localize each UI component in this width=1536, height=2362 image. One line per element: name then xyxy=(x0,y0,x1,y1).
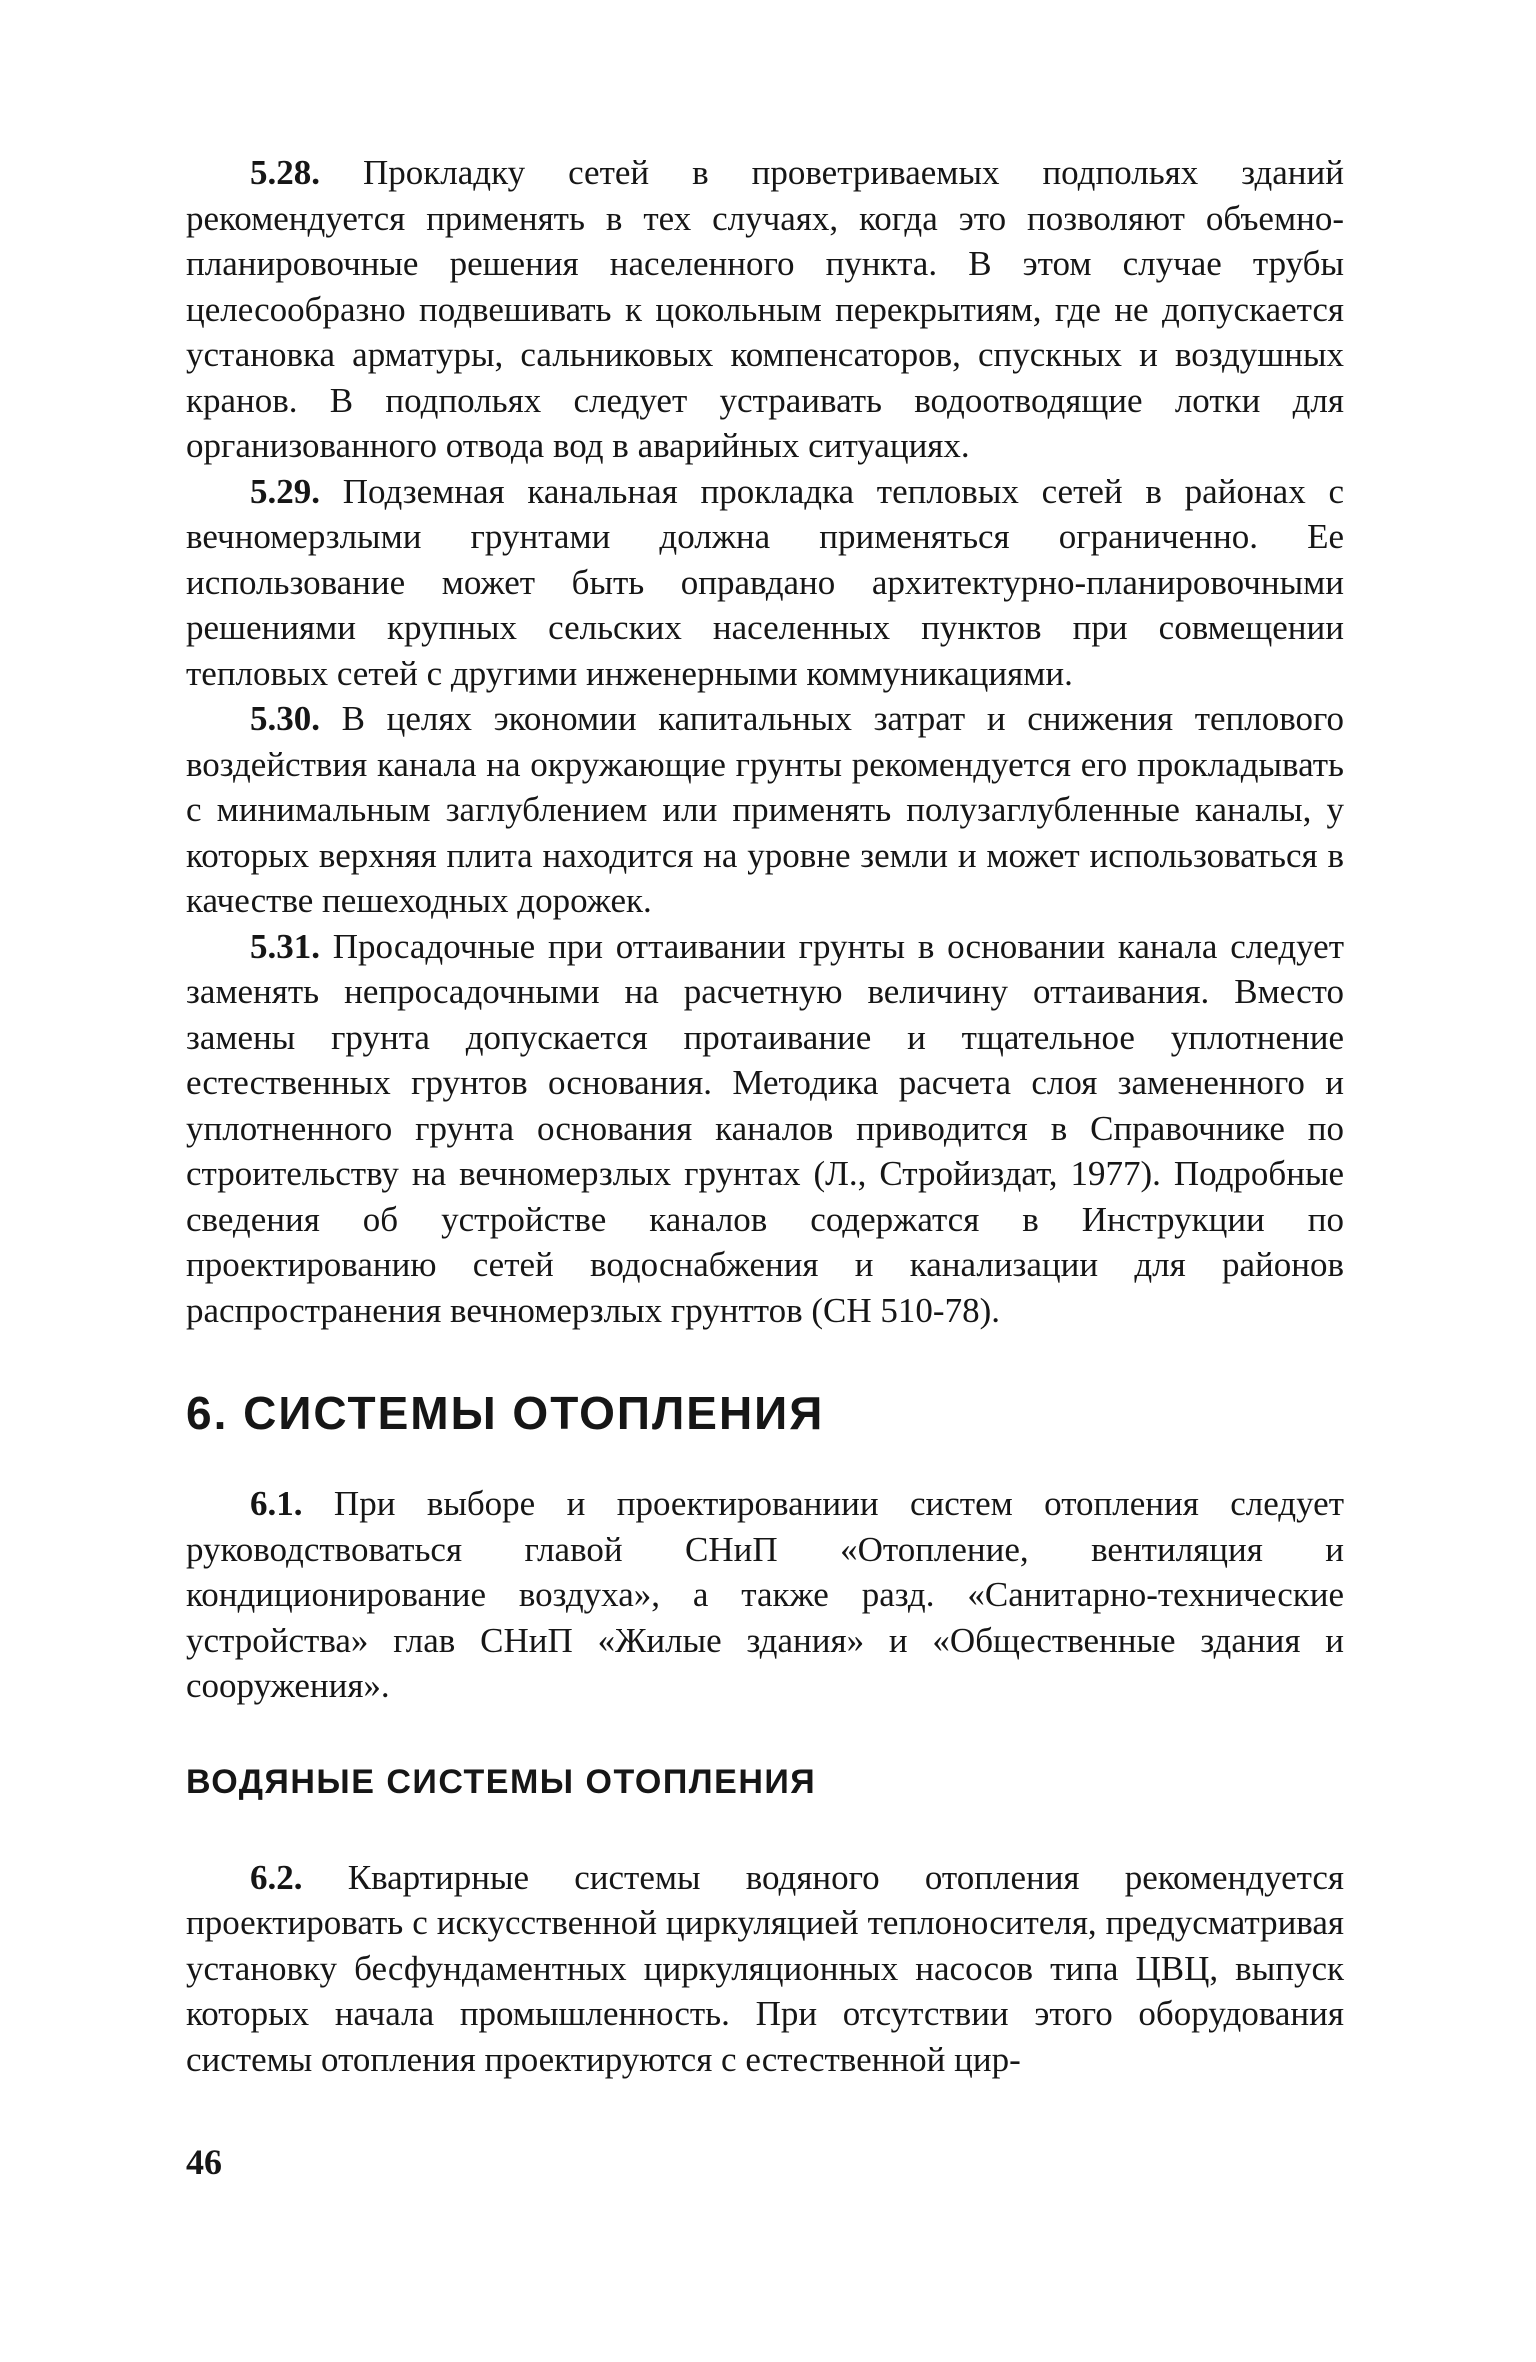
paragraph-number: 6.2. xyxy=(250,1857,303,1897)
page-number: 46 xyxy=(186,2142,222,2182)
paragraph-number: 6.1. xyxy=(250,1484,303,1523)
subsection-heading: ВОДЯНЫЕ СИСТЕМЫ ОТОПЛЕНИЯ xyxy=(186,1762,817,1801)
section-heading: 6. СИСТЕМЫ ОТОПЛЕНИЯ xyxy=(186,1387,825,1439)
paragraph-number: 5.28. xyxy=(250,153,320,192)
paragraph-text: Просадочные при оттаивании грунты в основании канала следует заменять непросадочными на расчетную величину оттаивания. Вместо замены грунта допускается протаивание и тщательное уплотнение естественных грунтов основания. Методика расчета слоя замененного и уплотненного грунта основания каналов приводится в Справочнике по строительству на вечномерзлых грунтах (Л., Стройиздат, 1977). Подробные сведения об устройстве каналов содержатся в Инструкции по проектированию сетей водоснабжения и канализации для районов распространения вечномерзлых грунттов (СН 510-78). xyxy=(186,926,1344,1330)
paragraph-5-31 xyxy=(186,924,1344,1334)
paragraph-text: При выборе и проектированиии систем отопления следует руководствоваться главой СНиП «Отопление, вентиляция и кондиционирование воздуха», а также разд. «Санитарно-технические устройства» глав СНиП «Жилые здания» и «Общественные здания и сооружения». xyxy=(186,1484,1344,1705)
paragraph-number: 5.30. xyxy=(250,699,320,738)
paragraph-text: Квартирные системы водяного отопления рекомендуется проектировать с искусственной циркуляцией теплоносителя, предусматривая установку бесфундаментных циркуляционных насосов типа ЦВЦ, выпуск которых начала промышленность. При отсутствии этого оборудования системы отопления проектируются с естественной цир- xyxy=(186,1857,1344,2079)
document-page xyxy=(186,150,1344,2182)
paragraph-text: Подземная канальная прокладка тепловых сетей в районах с вечномерзлыми грунтами должна применяться ограниченно. Ее использование может быть оправдано архитектурно-планировочными решениями крупных сельских населенных пунктов при совмещении тепловых сетей с другими инженерными коммуникациями. xyxy=(186,471,1344,693)
paragraph-5-29 xyxy=(186,469,1344,697)
paragraph-text: В целях экономии капитальных затрат и снижения теплового воздействия канала на окружающие грунты рекомендуется его прокладывать с минимальным заглублением или применять полузаглубленные каналы, у которых верхняя плита находится на уровне земли и может использоваться в качестве пешеходных дорожек. xyxy=(186,699,1344,920)
paragraph-5-30 xyxy=(186,696,1344,924)
paragraph-5-28 xyxy=(186,150,1344,469)
paragraph-6-1 xyxy=(186,1481,1344,1709)
paragraph-number: 5.29. xyxy=(250,471,320,511)
paragraph-number: 5.31. xyxy=(250,926,320,966)
paragraph-6-2 xyxy=(186,1855,1344,2083)
paragraph-text: Прокладку сетей в проветриваемых подпольях зданий рекомендуется применять в тех случаях, когда это позволяют объемно-планировочные решения населенного пункта. В этом случае трубы целесообразно подвешивать к цокольным перекрытиям, где не допускается установка арматуры, сальниковых компенсаторов, спускных и воздушных кранов. В подпольях следует устраивать водоотводящие лотки для организованного отвода вод в аварийных ситуациях. xyxy=(186,153,1344,465)
